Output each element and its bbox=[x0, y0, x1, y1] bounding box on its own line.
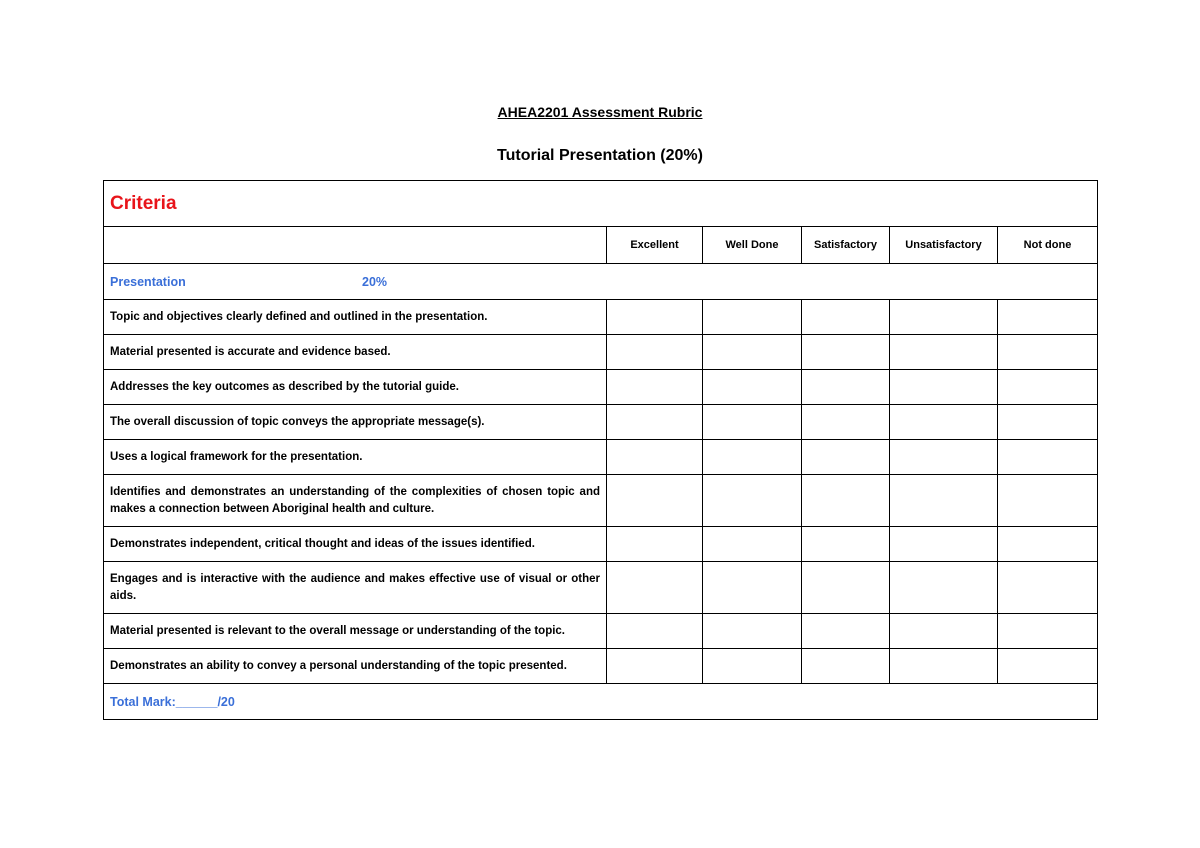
document-title: AHEA2201 Assessment Rubric bbox=[497, 104, 703, 120]
document-subtitle: Tutorial Presentation (20%) bbox=[497, 147, 703, 164]
rating-cell[interactable] bbox=[703, 440, 802, 475]
rating-cell[interactable] bbox=[703, 335, 802, 370]
rating-cell[interactable] bbox=[802, 562, 890, 614]
rating-cell[interactable] bbox=[890, 614, 998, 649]
column-header-excellent: Excellent bbox=[607, 227, 703, 264]
rating-cell[interactable] bbox=[607, 405, 703, 440]
rating-cell[interactable] bbox=[998, 649, 1098, 684]
criterion-text: Topic and objectives clearly defined and outlined in the presentation. bbox=[104, 300, 607, 335]
rating-cell[interactable] bbox=[607, 440, 703, 475]
rating-cell[interactable] bbox=[607, 370, 703, 405]
section-label: Presentation bbox=[110, 274, 186, 289]
criterion-row bbox=[104, 405, 1098, 440]
rating-cell[interactable] bbox=[607, 475, 703, 527]
criteria-heading: Criteria bbox=[104, 181, 1098, 227]
rating-cell[interactable] bbox=[998, 440, 1098, 475]
criterion-text: Material presented is relevant to the overall message or understanding of the topic. bbox=[104, 614, 607, 649]
rating-cell[interactable] bbox=[890, 300, 998, 335]
criterion-row bbox=[104, 335, 1098, 370]
rating-cell[interactable] bbox=[890, 562, 998, 614]
header-blank-cell bbox=[104, 227, 607, 264]
rating-cell[interactable] bbox=[703, 527, 802, 562]
rating-cell[interactable] bbox=[890, 405, 998, 440]
criterion-row bbox=[104, 562, 1098, 614]
rating-cell[interactable] bbox=[607, 335, 703, 370]
rating-cell[interactable] bbox=[890, 440, 998, 475]
column-header-unsatisfactory: Unsatisfactory bbox=[890, 227, 998, 264]
criteria-heading-row bbox=[104, 181, 1098, 227]
rating-cell[interactable] bbox=[607, 300, 703, 335]
criterion-row bbox=[104, 440, 1098, 475]
rating-cell[interactable] bbox=[703, 562, 802, 614]
rating-cell[interactable] bbox=[890, 649, 998, 684]
rating-cell[interactable] bbox=[607, 649, 703, 684]
section-cell bbox=[104, 264, 1098, 300]
criterion-row bbox=[104, 475, 1098, 527]
criterion-row bbox=[104, 370, 1098, 405]
criterion-text: Uses a logical framework for the presentation. bbox=[104, 440, 607, 475]
criterion-row bbox=[104, 649, 1098, 684]
rating-cell[interactable] bbox=[607, 614, 703, 649]
criterion-text: Identifies and demonstrates an understanding of the complexities of chosen topic and makes a connection between Aboriginal health and culture. bbox=[104, 475, 607, 527]
rating-cell[interactable] bbox=[802, 405, 890, 440]
rating-cell[interactable] bbox=[890, 370, 998, 405]
rating-cell[interactable] bbox=[703, 370, 802, 405]
rating-header-row bbox=[104, 227, 1098, 264]
section-row bbox=[104, 264, 1098, 300]
rating-cell[interactable] bbox=[802, 475, 890, 527]
total-mark: Total Mark:______/20 bbox=[104, 684, 1098, 720]
rating-cell[interactable] bbox=[802, 335, 890, 370]
rating-cell[interactable] bbox=[802, 614, 890, 649]
section-weight: 20% bbox=[362, 274, 388, 289]
criterion-row bbox=[104, 614, 1098, 649]
rating-cell[interactable] bbox=[890, 527, 998, 562]
rating-cell[interactable] bbox=[703, 475, 802, 527]
rating-cell[interactable] bbox=[607, 527, 703, 562]
rating-cell[interactable] bbox=[703, 649, 802, 684]
rating-cell[interactable] bbox=[998, 300, 1098, 335]
rating-cell[interactable] bbox=[802, 440, 890, 475]
rating-cell[interactable] bbox=[802, 370, 890, 405]
criterion-text: Material presented is accurate and evidence based. bbox=[104, 335, 607, 370]
rating-cell[interactable] bbox=[703, 405, 802, 440]
rating-cell[interactable] bbox=[703, 614, 802, 649]
total-mark-row bbox=[104, 684, 1098, 720]
rating-cell[interactable] bbox=[998, 527, 1098, 562]
criterion-text: Demonstrates independent, critical thought and ideas of the issues identified. bbox=[104, 527, 607, 562]
criterion-row bbox=[104, 527, 1098, 562]
rating-cell[interactable] bbox=[802, 300, 890, 335]
rating-cell[interactable] bbox=[998, 370, 1098, 405]
rubric-table bbox=[103, 180, 1098, 720]
rating-cell[interactable] bbox=[998, 405, 1098, 440]
criterion-text: Addresses the key outcomes as described by the tutorial guide. bbox=[104, 370, 607, 405]
column-header-well-done: Well Done bbox=[703, 227, 802, 264]
rating-cell[interactable] bbox=[998, 475, 1098, 527]
column-header-satisfactory: Satisfactory bbox=[802, 227, 890, 264]
rating-cell[interactable] bbox=[890, 335, 998, 370]
rating-cell[interactable] bbox=[607, 562, 703, 614]
criterion-text: The overall discussion of topic conveys the appropriate message(s). bbox=[104, 405, 607, 440]
rating-cell[interactable] bbox=[802, 649, 890, 684]
rating-cell[interactable] bbox=[890, 475, 998, 527]
rating-cell[interactable] bbox=[802, 527, 890, 562]
criterion-row bbox=[104, 300, 1098, 335]
criterion-text: Engages and is interactive with the audience and makes effective use of visual or other aids. bbox=[104, 562, 607, 614]
criterion-text: Demonstrates an ability to convey a personal understanding of the topic presented. bbox=[104, 649, 607, 684]
rating-cell[interactable] bbox=[998, 562, 1098, 614]
rating-cell[interactable] bbox=[998, 335, 1098, 370]
rating-cell[interactable] bbox=[998, 614, 1098, 649]
rating-cell[interactable] bbox=[703, 300, 802, 335]
column-header-not-done: Not done bbox=[998, 227, 1098, 264]
